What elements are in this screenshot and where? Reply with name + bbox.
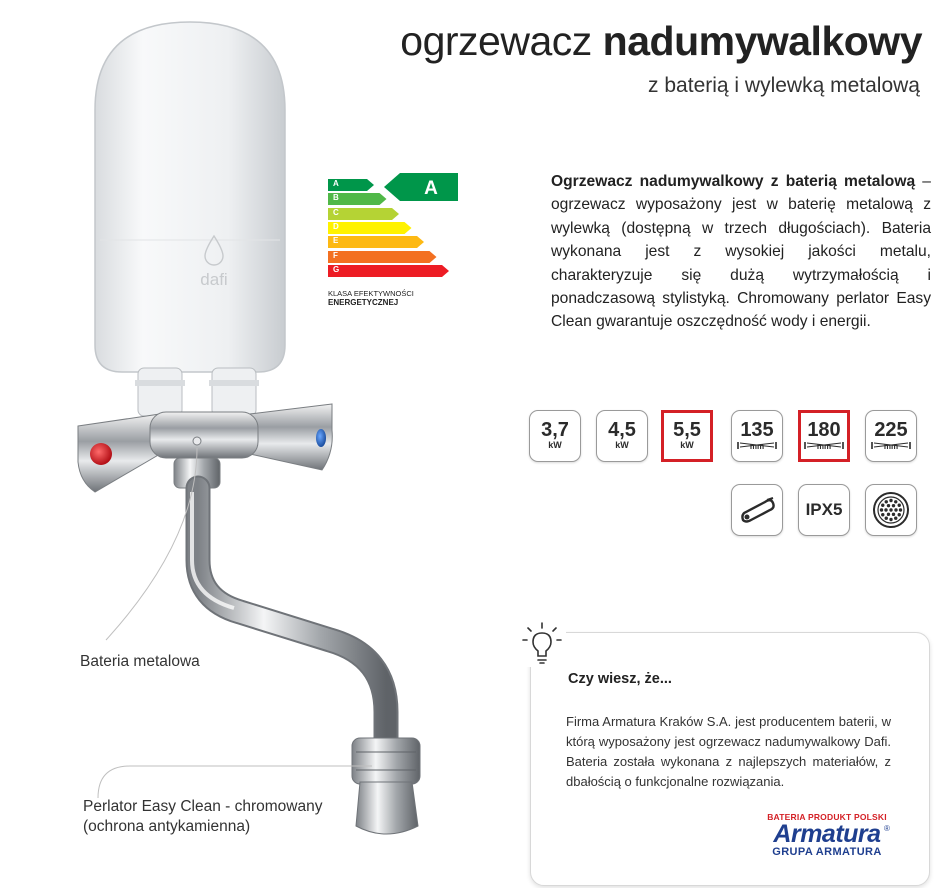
dafi-logo-text: dafi bbox=[200, 270, 228, 289]
title-light-text: ogrzewacz bbox=[400, 18, 592, 64]
aerator-hole bbox=[892, 504, 895, 507]
aerator-hole bbox=[892, 513, 895, 516]
aerator-hole bbox=[889, 518, 892, 521]
power-spec-0 bbox=[529, 410, 581, 462]
energy-caption-line1: KLASA EFEKTYWNOŚCI bbox=[328, 289, 414, 298]
energy-class-bar-c bbox=[328, 207, 399, 219]
spec-unit: mm bbox=[883, 442, 899, 451]
aerator-icon bbox=[871, 490, 911, 530]
feature-spec-1 bbox=[798, 484, 850, 536]
page-subtitle: z baterią i wylewką metalową bbox=[648, 74, 920, 97]
energy-class-bar-f bbox=[328, 250, 437, 262]
spout-spec-0 bbox=[731, 410, 783, 462]
energy-class-bar-g bbox=[328, 264, 449, 276]
armatura-logo bbox=[752, 812, 902, 858]
energy-class-bar-d bbox=[328, 221, 412, 233]
spec-unit: kW bbox=[680, 440, 694, 450]
spec-unit: mm bbox=[816, 442, 832, 451]
lightbulb-icon bbox=[518, 619, 566, 667]
aerator-hole bbox=[894, 500, 897, 503]
aerator-hole bbox=[885, 500, 888, 503]
cold-knob-icon bbox=[316, 429, 326, 447]
description-body: – ogrzewacz wyposażony jest w baterię metalową z wylewką (dostępną w trzech długościach). Bateria wykonana jest z wysokiej jakości metalu, charakteryzuje się dużą wytrzymałością i ponadczasową stylistyką. Chromowany perlator Easy Clean gwarantuje oszczędność wody i energii. bbox=[551, 173, 931, 331]
energy-class-bar-e bbox=[328, 235, 424, 247]
aerator-leader-line bbox=[98, 766, 372, 798]
spec-value: 5,5 bbox=[673, 419, 701, 441]
aerator-label-line2: (ochrona antykamienna) bbox=[83, 818, 251, 835]
feature-spec-2 bbox=[865, 484, 917, 536]
spec-unit: kW bbox=[615, 440, 629, 450]
spec-value: 225 bbox=[874, 419, 908, 441]
aerator-hole bbox=[898, 513, 901, 516]
aerator-hole bbox=[880, 508, 883, 511]
energy-class-letter: C bbox=[333, 207, 339, 217]
hot-knob-icon bbox=[90, 443, 112, 465]
aerator-label bbox=[83, 797, 323, 837]
energy-class-letter: E bbox=[333, 236, 339, 246]
aerator-hole bbox=[887, 513, 890, 516]
spec-value: 135 bbox=[740, 419, 774, 441]
aerator-hole bbox=[881, 504, 884, 507]
aerator-hole bbox=[889, 508, 892, 511]
energy-class-letter: D bbox=[333, 221, 339, 231]
energy-class-letter: A bbox=[333, 179, 339, 188]
aerator-part bbox=[352, 738, 420, 784]
feature-spec-0 bbox=[731, 484, 783, 536]
aerator-label-line1: Perlator Easy Clean - chromowany bbox=[83, 798, 323, 815]
aerator-hole bbox=[894, 517, 897, 520]
description-lead: Ogrzewacz nadumywalkowy z baterią metalową bbox=[551, 173, 916, 190]
spout-spec-1 bbox=[798, 410, 850, 462]
energy-label bbox=[328, 178, 463, 318]
energy-rating-letter: A bbox=[424, 178, 438, 199]
spec-value: 180 bbox=[807, 419, 841, 441]
power-spec-2 bbox=[661, 410, 713, 462]
energy-class-letter: G bbox=[333, 264, 340, 274]
battery-label: Bateria metalowa bbox=[80, 653, 200, 670]
aerator-hole bbox=[894, 508, 897, 511]
armatura-tagline: BATERIA PRODUKT POLSKI bbox=[767, 812, 887, 822]
energy-class-letter: B bbox=[333, 193, 339, 203]
spout-spec-2 bbox=[865, 410, 917, 462]
product-description bbox=[551, 170, 931, 334]
title-bold-text: nadumywalkowy bbox=[602, 18, 922, 64]
aerator-hole bbox=[889, 499, 892, 502]
energy-label-caption bbox=[328, 289, 414, 307]
aerator-hole bbox=[881, 513, 884, 516]
armatura-brand: Armatura bbox=[773, 820, 881, 848]
ipx5-rating: IPX5 bbox=[805, 500, 843, 519]
spec-unit: mm bbox=[749, 442, 765, 451]
spec-value: 4,5 bbox=[608, 419, 636, 441]
power-spec-1 bbox=[596, 410, 648, 462]
aerator-hole bbox=[899, 508, 902, 511]
energy-caption-line2: ENERGETYCZNEJ bbox=[328, 298, 399, 307]
aerator-hole bbox=[898, 504, 901, 507]
aerator-hole bbox=[885, 517, 888, 520]
energy-class-bar-a bbox=[328, 178, 374, 190]
registered-mark-icon: ® bbox=[884, 824, 890, 833]
aerator-hole bbox=[884, 508, 887, 511]
energy-class-bar-b bbox=[328, 192, 387, 204]
aerator-hole bbox=[887, 504, 890, 507]
spec-value: 3,7 bbox=[541, 419, 569, 441]
wrench-icon bbox=[737, 490, 777, 530]
armatura-group: GRUPA ARMATURA bbox=[772, 846, 882, 858]
heater-body bbox=[95, 22, 285, 372]
info-box-body: Firma Armatura Kraków S.A. jest producentem baterii, w którą wyposażony jest ogrzewacz nadumywalkowy Dafi. Bateria została wykonana z najlepszych materiałów, z dbałością o funkcjonalne rozwiązania. bbox=[566, 714, 891, 789]
info-box-title: Czy wiesz, że... bbox=[568, 671, 672, 687]
spec-unit: kW bbox=[548, 440, 562, 450]
energy-class-letter: F bbox=[333, 250, 338, 260]
energy-rating-arrow bbox=[384, 172, 460, 202]
